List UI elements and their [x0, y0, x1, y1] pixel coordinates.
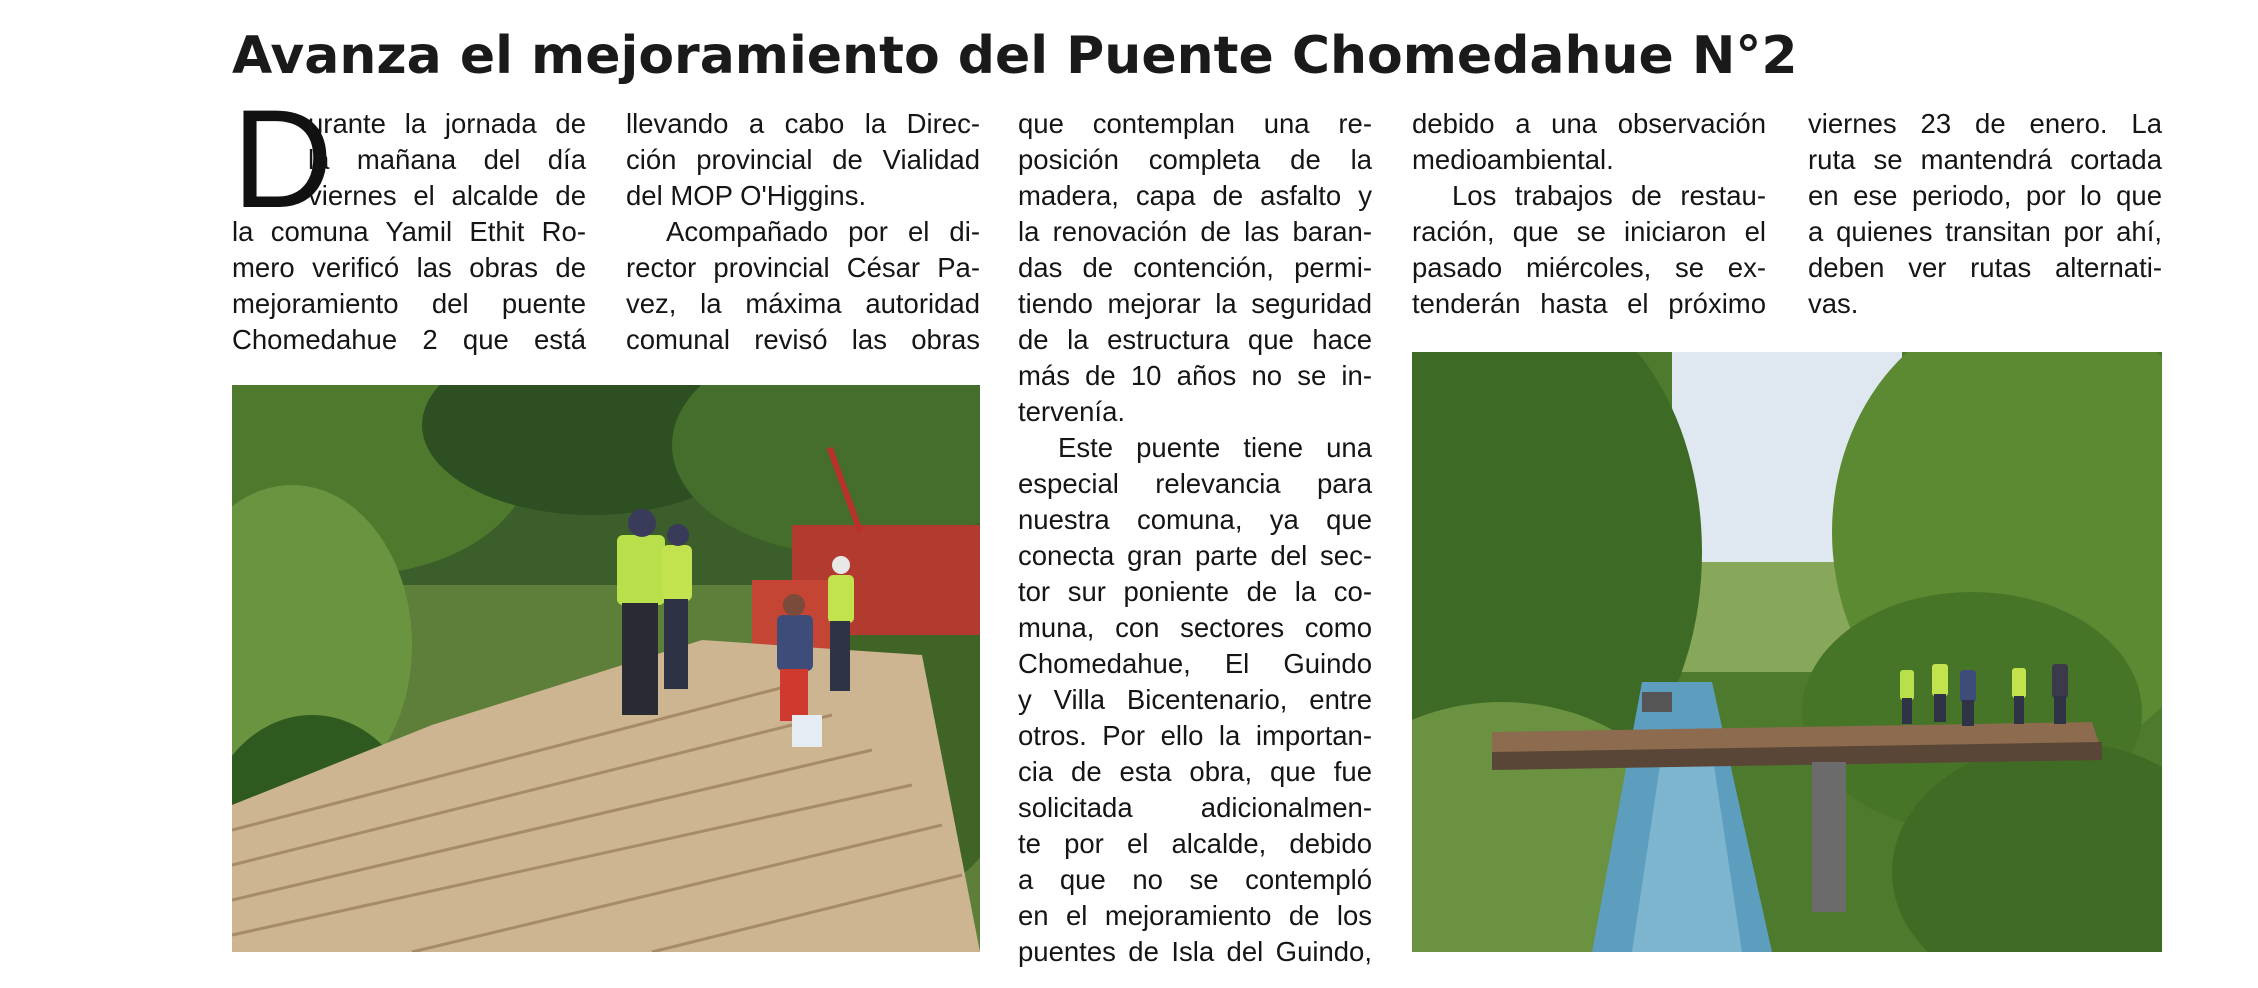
- article-column-1: [232, 80, 586, 358]
- col4-line: medioambiental.: [1412, 144, 1614, 175]
- col2-line: del MOP O'Higgins.: [626, 180, 867, 211]
- col2-line: llevando a cabo la Direc-: [626, 108, 980, 139]
- col5-line: deben ver rutas alternati-: [1808, 252, 2162, 283]
- article-column-3: [1018, 106, 1372, 970]
- col3-line: la renovación de las baran-: [1018, 216, 1372, 247]
- col2-line: rector provincial César Pa-: [626, 252, 980, 283]
- col3-line: Este puente tiene una: [1058, 432, 1372, 463]
- col1-line: urante la jornada de: [308, 108, 586, 139]
- col2-line: ción provincial de Vialidad: [626, 144, 980, 175]
- col3-line: especial relevancia para: [1018, 468, 1372, 499]
- col1-line: mero verificó las obras de: [232, 252, 586, 283]
- col3-line: tiendo mejorar la seguridad: [1018, 288, 1372, 319]
- bridge-stream-photo: [1412, 352, 2162, 952]
- bridge-stream-illustration: [1412, 352, 2162, 952]
- col5-line: en ese periodo, por lo que: [1808, 180, 2162, 211]
- col3-line: das de contención, permi-: [1018, 252, 1372, 283]
- col3-line: puentes de Isla del Guindo,: [1018, 936, 1372, 967]
- article-column-4: [1412, 106, 1766, 322]
- col1-line: Chomedahue 2 que está: [232, 324, 586, 355]
- col3-line: tor sur poniente de la co-: [1018, 576, 1372, 607]
- col3-line: de la estructura que hace: [1018, 324, 1372, 355]
- drop-cap: D: [232, 80, 334, 237]
- col2-line: Acompañado por el di-: [666, 216, 980, 247]
- article-column-5: [1808, 106, 2162, 322]
- col3-line: otros. Por ello la importan-: [1018, 720, 1372, 751]
- col3-line: madera, capa de asfalto y: [1018, 180, 1372, 211]
- col2-line: comunal revisó las obras: [626, 324, 980, 355]
- col4-line: debido a una observación: [1412, 108, 1766, 139]
- col3-line: en el mejoramiento de los: [1018, 900, 1372, 931]
- article-headline: Avanza el mejoramiento del Puente Chomedahue N°2: [232, 26, 1798, 86]
- col3-line: conecta gran parte del sec-: [1018, 540, 1372, 571]
- col3-line: que contemplan una re-: [1018, 108, 1372, 139]
- col3-line: posición completa de la: [1018, 144, 1372, 175]
- col4-line: ración, que se iniciaron el: [1412, 216, 1766, 247]
- col5-line: ruta se mantendrá cortada: [1808, 144, 2162, 175]
- col5-line: viernes 23 de enero. La: [1808, 108, 2162, 139]
- col3-line: tervenía.: [1018, 396, 1126, 427]
- col2-line: vez, la máxima autoridad: [626, 288, 980, 319]
- col5-line: vas.: [1808, 288, 1859, 319]
- col3-line: te por el alcalde, debido: [1018, 828, 1372, 859]
- col1-line: la mañana del día: [308, 144, 586, 175]
- col1-line: viernes el alcalde de: [308, 180, 586, 211]
- col4-line: tenderán hasta el próximo: [1412, 288, 1766, 319]
- col3-line: solicitada adicionalmen-: [1018, 792, 1372, 823]
- bridge-workers-illustration: [232, 385, 980, 952]
- col4-line: pasado miércoles, se ex-: [1412, 252, 1766, 283]
- col3-line: Chomedahue, El Guindo: [1018, 648, 1372, 679]
- col3-line: y Villa Bicentenario, entre: [1018, 684, 1372, 715]
- col5-line: a quienes transitan por ahí,: [1808, 216, 2162, 247]
- col3-line: nuestra comuna, ya que: [1018, 504, 1372, 535]
- col1-line: la comuna Yamil Ethit Ro-: [232, 216, 586, 247]
- col3-line: cia de esta obra, que fue: [1018, 756, 1372, 787]
- col3-line: más de 10 años no se in-: [1018, 360, 1372, 391]
- col3-line: a que no se contempló: [1018, 864, 1372, 895]
- article-column-2: [626, 106, 980, 358]
- col4-line: Los trabajos de restau-: [1452, 180, 1766, 211]
- col1-line: mejoramiento del puente: [232, 288, 586, 319]
- bridge-workers-photo: [232, 385, 980, 952]
- col3-line: muna, con sectores como: [1018, 612, 1372, 643]
